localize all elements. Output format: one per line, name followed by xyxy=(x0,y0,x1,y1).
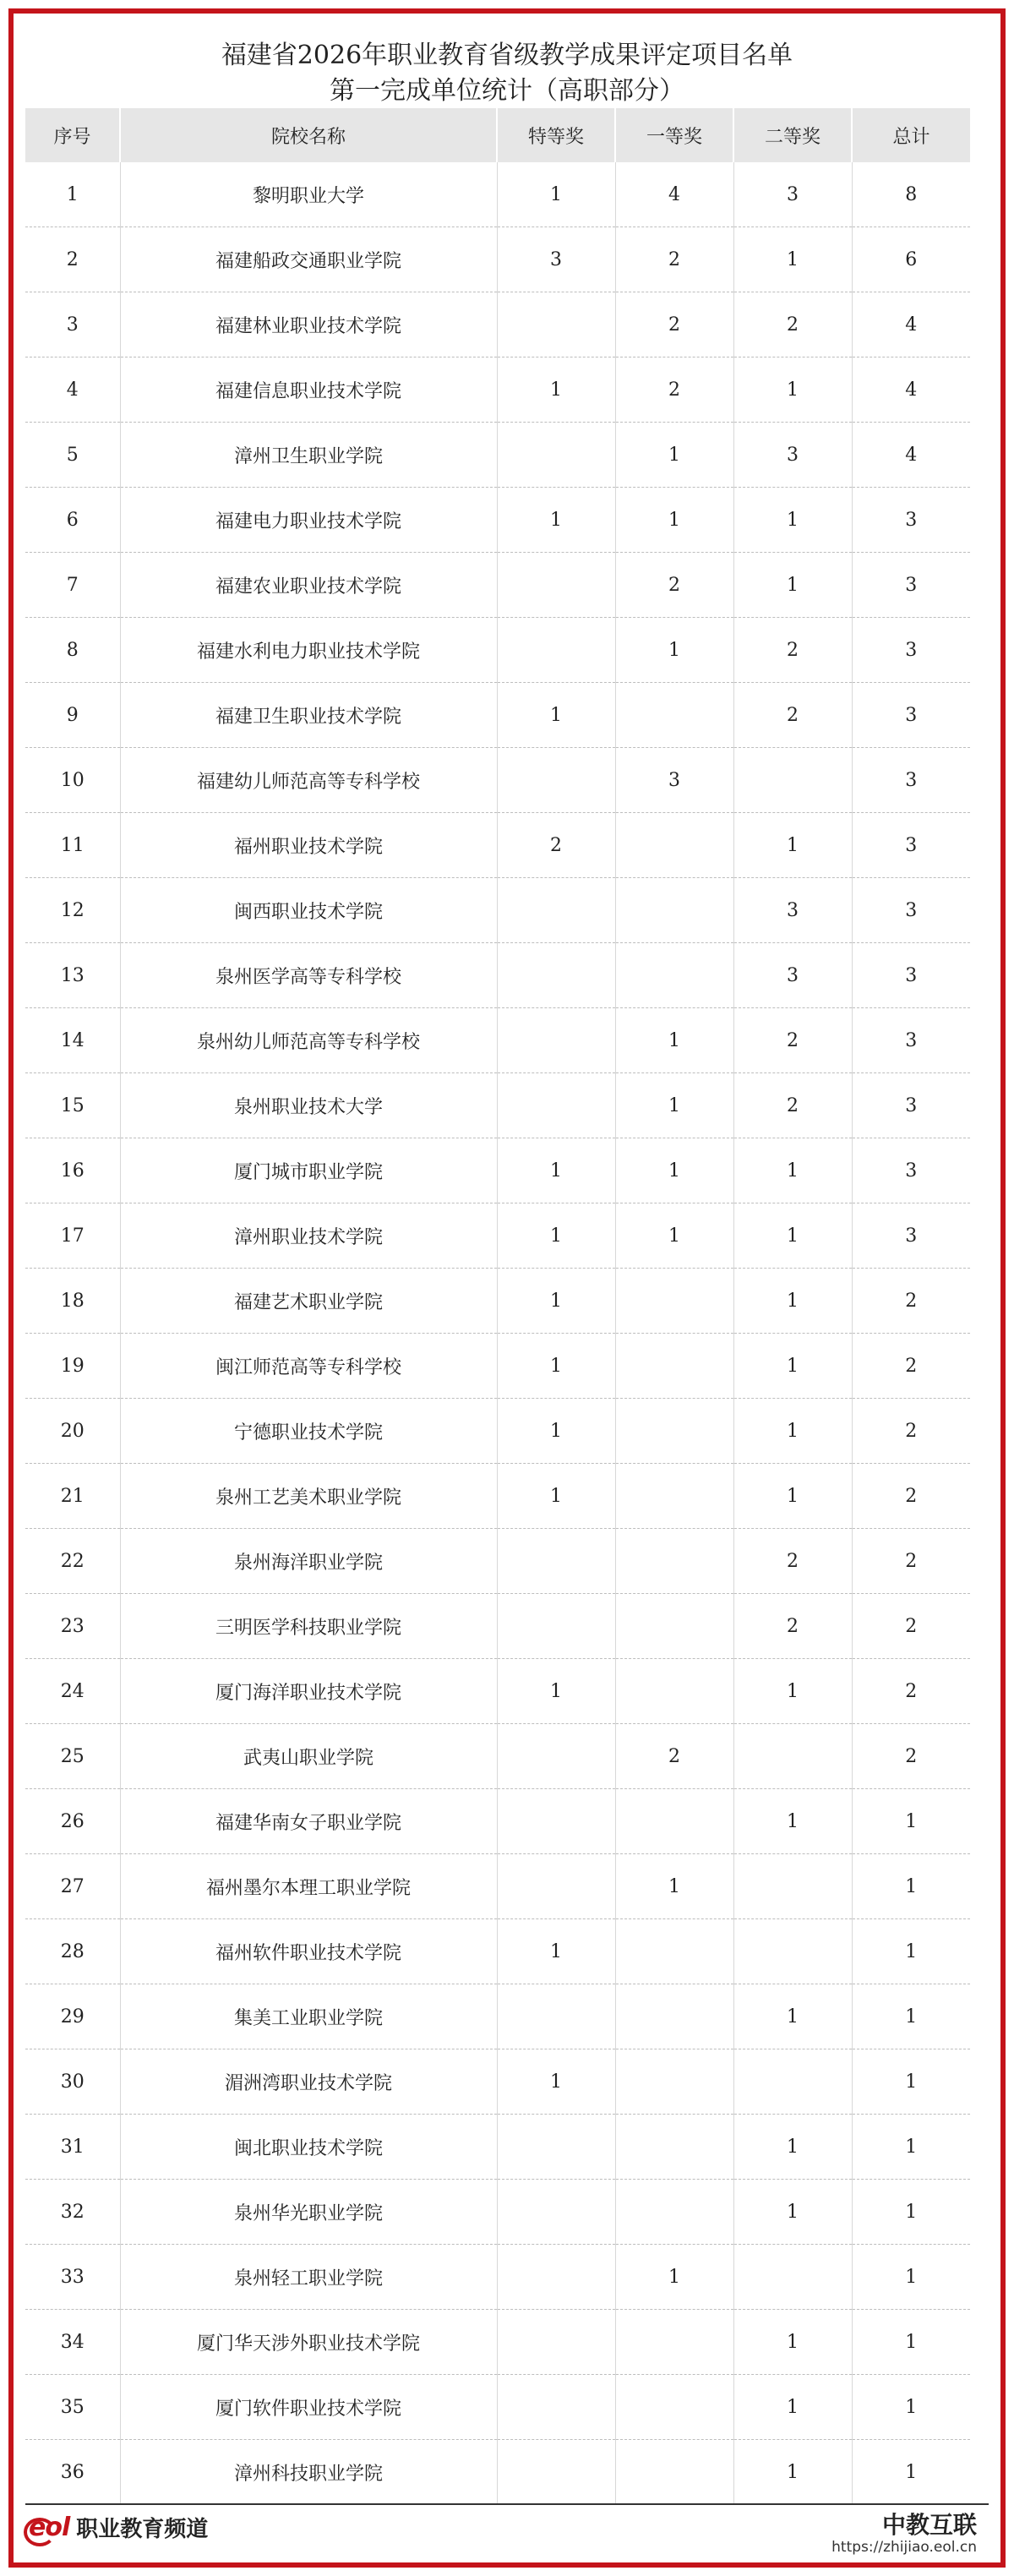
cell-school-name: 闽江师范高等专科学校 xyxy=(120,1334,497,1399)
cell-second-prize: 2 xyxy=(733,1529,852,1594)
cell-first-prize: 2 xyxy=(615,553,733,618)
cell-special-prize xyxy=(497,1789,615,1854)
eol-logo-mark: eol xyxy=(29,2512,70,2542)
cell-index: 9 xyxy=(25,683,120,748)
cell-total: 8 xyxy=(852,162,970,227)
column-header-second-prize: 二等奖 xyxy=(733,108,852,162)
cell-total: 4 xyxy=(852,357,970,423)
table-row xyxy=(25,1008,970,1073)
cell-special-prize: 1 xyxy=(497,683,615,748)
cell-special-prize xyxy=(497,1854,615,1919)
cell-second-prize: 1 xyxy=(733,2375,852,2440)
cell-second-prize: 1 xyxy=(733,813,852,878)
table-row xyxy=(25,1073,970,1138)
cell-school-name: 福建信息职业技术学院 xyxy=(120,357,497,423)
cell-total: 3 xyxy=(852,813,970,878)
cell-special-prize xyxy=(497,878,615,943)
cell-total: 3 xyxy=(852,488,970,553)
cell-first-prize: 2 xyxy=(615,357,733,423)
cell-special-prize xyxy=(497,1594,615,1659)
cell-total: 1 xyxy=(852,2115,970,2180)
cell-special-prize xyxy=(497,553,615,618)
document-title: 福建省2026年职业教育省级教学成果评定项目名单 xyxy=(221,41,793,70)
cell-school-name: 福建艺术职业学院 xyxy=(120,1269,497,1334)
table-row xyxy=(25,683,970,748)
cell-first-prize: 1 xyxy=(615,618,733,683)
cell-school-name: 闽北职业技术学院 xyxy=(120,2115,497,2180)
cell-second-prize xyxy=(733,1854,852,1919)
cell-school-name: 厦门海洋职业技术学院 xyxy=(120,1659,497,1724)
cell-school-name: 泉州轻工职业学院 xyxy=(120,2245,497,2310)
cell-second-prize: 1 xyxy=(733,1269,852,1334)
cell-school-name: 武夷山职业学院 xyxy=(120,1724,497,1789)
cell-total: 3 xyxy=(852,553,970,618)
cell-school-name: 福建电力职业技术学院 xyxy=(120,488,497,553)
cell-school-name: 泉州海洋职业学院 xyxy=(120,1529,497,1594)
cell-special-prize xyxy=(497,748,615,813)
cell-special-prize: 1 xyxy=(497,1464,615,1529)
cell-first-prize: 1 xyxy=(615,488,733,553)
cell-first-prize xyxy=(615,1334,733,1399)
cell-index: 18 xyxy=(25,1269,120,1334)
cell-second-prize xyxy=(733,1919,852,1984)
table-row xyxy=(25,2440,970,2505)
table-row xyxy=(25,1464,970,1529)
cell-index: 15 xyxy=(25,1073,120,1138)
cell-index: 3 xyxy=(25,292,120,357)
cell-special-prize: 1 xyxy=(497,1399,615,1464)
cell-first-prize xyxy=(615,1464,733,1529)
cell-first-prize: 1 xyxy=(615,1138,733,1203)
table-row xyxy=(25,553,970,618)
cell-second-prize: 2 xyxy=(733,1594,852,1659)
table-row xyxy=(25,1399,970,1464)
cell-total: 1 xyxy=(852,1789,970,1854)
table-row xyxy=(25,2375,970,2440)
cell-school-name: 湄洲湾职业技术学院 xyxy=(120,2049,497,2115)
cell-first-prize: 1 xyxy=(615,2245,733,2310)
cell-first-prize: 1 xyxy=(615,1203,733,1269)
cell-total: 1 xyxy=(852,2180,970,2245)
cell-first-prize: 2 xyxy=(615,292,733,357)
cell-index: 1 xyxy=(25,162,120,227)
cell-school-name: 黎明职业大学 xyxy=(120,162,497,227)
table-row xyxy=(25,1269,970,1334)
cell-first-prize: 2 xyxy=(615,227,733,292)
cell-first-prize xyxy=(615,1399,733,1464)
cell-special-prize xyxy=(497,423,615,488)
cell-total: 2 xyxy=(852,1724,970,1789)
cell-special-prize xyxy=(497,2440,615,2505)
cell-special-prize xyxy=(497,1529,615,1594)
cell-special-prize: 3 xyxy=(497,227,615,292)
cell-first-prize xyxy=(615,813,733,878)
cell-total: 3 xyxy=(852,878,970,943)
cell-first-prize: 2 xyxy=(615,1724,733,1789)
cell-special-prize xyxy=(497,2115,615,2180)
cell-first-prize xyxy=(615,1789,733,1854)
cell-second-prize: 3 xyxy=(733,943,852,1008)
cell-total: 2 xyxy=(852,1529,970,1594)
cell-index: 8 xyxy=(25,618,120,683)
cell-school-name: 厦门城市职业学院 xyxy=(120,1138,497,1203)
column-header-total: 总计 xyxy=(852,108,970,162)
cell-second-prize: 1 xyxy=(733,1464,852,1529)
cell-index: 30 xyxy=(25,2049,120,2115)
table-row xyxy=(25,943,970,1008)
table-row xyxy=(25,357,970,423)
cell-total: 6 xyxy=(852,227,970,292)
cell-school-name: 泉州华光职业学院 xyxy=(120,2180,497,2245)
table-row xyxy=(25,1594,970,1659)
cell-school-name: 福建船政交通职业学院 xyxy=(120,227,497,292)
cell-second-prize xyxy=(733,2245,852,2310)
table-row xyxy=(25,1529,970,1594)
cell-first-prize xyxy=(615,2115,733,2180)
cell-special-prize xyxy=(497,2375,615,2440)
cell-index: 24 xyxy=(25,1659,120,1724)
cell-index: 2 xyxy=(25,227,120,292)
cell-special-prize xyxy=(497,2180,615,2245)
cell-index: 33 xyxy=(25,2245,120,2310)
table-row xyxy=(25,1854,970,1919)
cell-school-name: 集美工业职业学院 xyxy=(120,1984,497,2049)
cell-second-prize: 1 xyxy=(733,1399,852,1464)
cell-index: 27 xyxy=(25,1854,120,1919)
table-row xyxy=(25,162,970,227)
cell-school-name: 福州墨尔本理工职业学院 xyxy=(120,1854,497,1919)
table-row xyxy=(25,618,970,683)
cell-second-prize: 2 xyxy=(733,1073,852,1138)
cell-index: 21 xyxy=(25,1464,120,1529)
footer-divider xyxy=(25,2503,989,2505)
cell-total: 1 xyxy=(852,2049,970,2115)
table-row xyxy=(25,748,970,813)
column-header-index: 序号 xyxy=(25,108,120,162)
site-url: https://zhijiao.eol.cn xyxy=(831,2539,977,2556)
cell-index: 6 xyxy=(25,488,120,553)
cell-school-name: 漳州科技职业学院 xyxy=(120,2440,497,2505)
cell-second-prize: 1 xyxy=(733,1203,852,1269)
brand-name: 中教互联 xyxy=(881,2511,977,2539)
table-row xyxy=(25,2049,970,2115)
table-row xyxy=(25,1724,970,1789)
cell-index: 29 xyxy=(25,1984,120,2049)
table-row xyxy=(25,2310,970,2375)
cell-first-prize xyxy=(615,2180,733,2245)
cell-total: 1 xyxy=(852,2310,970,2375)
document-subtitle: 第一完成单位统计（高职部分） xyxy=(330,76,684,106)
cell-second-prize: 1 xyxy=(733,1334,852,1399)
cell-total: 3 xyxy=(852,618,970,683)
table-row xyxy=(25,813,970,878)
cell-second-prize: 3 xyxy=(733,162,852,227)
cell-index: 7 xyxy=(25,553,120,618)
cell-index: 28 xyxy=(25,1919,120,1984)
cell-total: 1 xyxy=(852,1919,970,1984)
cell-first-prize: 1 xyxy=(615,1854,733,1919)
cell-school-name: 福建卫生职业技术学院 xyxy=(120,683,497,748)
table-row xyxy=(25,1659,970,1724)
cell-special-prize: 1 xyxy=(497,1203,615,1269)
cell-special-prize: 1 xyxy=(497,1919,615,1984)
cell-school-name: 泉州幼儿师范高等专科学校 xyxy=(120,1008,497,1073)
cell-special-prize xyxy=(497,1984,615,2049)
cell-special-prize xyxy=(497,2245,615,2310)
cell-second-prize: 2 xyxy=(733,683,852,748)
cell-second-prize: 1 xyxy=(733,227,852,292)
cell-first-prize: 4 xyxy=(615,162,733,227)
cell-second-prize: 1 xyxy=(733,1138,852,1203)
cell-special-prize: 1 xyxy=(497,1334,615,1399)
table-row xyxy=(25,1138,970,1203)
cell-first-prize xyxy=(615,1919,733,1984)
cell-special-prize: 1 xyxy=(497,162,615,227)
cell-second-prize: 2 xyxy=(733,1008,852,1073)
cell-special-prize: 1 xyxy=(497,1138,615,1203)
table-row xyxy=(25,1919,970,1984)
channel-name: 职业教育频道 xyxy=(76,2516,209,2542)
cell-second-prize: 2 xyxy=(733,292,852,357)
table-row xyxy=(25,227,970,292)
cell-special-prize xyxy=(497,1073,615,1138)
cell-total: 3 xyxy=(852,683,970,748)
cell-school-name: 厦门华天涉外职业技术学院 xyxy=(120,2310,497,2375)
cell-first-prize xyxy=(615,2049,733,2115)
cell-school-name: 福建华南女子职业学院 xyxy=(120,1789,497,1854)
cell-second-prize xyxy=(733,1724,852,1789)
cell-total: 3 xyxy=(852,1138,970,1203)
cell-special-prize: 1 xyxy=(497,488,615,553)
cell-total: 2 xyxy=(852,1269,970,1334)
cell-index: 16 xyxy=(25,1138,120,1203)
cell-second-prize: 1 xyxy=(733,1984,852,2049)
cell-first-prize xyxy=(615,1529,733,1594)
cell-first-prize xyxy=(615,943,733,1008)
cell-total: 1 xyxy=(852,2245,970,2310)
cell-special-prize xyxy=(497,1008,615,1073)
cell-special-prize xyxy=(497,292,615,357)
table-header-row xyxy=(25,108,970,162)
cell-second-prize: 2 xyxy=(733,618,852,683)
table-body xyxy=(25,162,970,2505)
table-row xyxy=(25,1984,970,2049)
cell-second-prize: 1 xyxy=(733,488,852,553)
cell-second-prize: 1 xyxy=(733,1659,852,1724)
table-row xyxy=(25,488,970,553)
cell-second-prize: 1 xyxy=(733,2310,852,2375)
cell-second-prize: 1 xyxy=(733,2180,852,2245)
cell-second-prize xyxy=(733,748,852,813)
column-header-first-prize: 一等奖 xyxy=(615,108,733,162)
cell-total: 3 xyxy=(852,1008,970,1073)
table-row xyxy=(25,1203,970,1269)
cell-total: 2 xyxy=(852,1594,970,1659)
cell-first-prize xyxy=(615,1594,733,1659)
cell-second-prize: 3 xyxy=(733,423,852,488)
cell-total: 3 xyxy=(852,1073,970,1138)
cell-index: 4 xyxy=(25,357,120,423)
cell-total: 1 xyxy=(852,1854,970,1919)
cell-first-prize xyxy=(615,1269,733,1334)
cell-first-prize: 3 xyxy=(615,748,733,813)
cell-school-name: 福州职业技术学院 xyxy=(120,813,497,878)
cell-special-prize xyxy=(497,618,615,683)
cell-special-prize xyxy=(497,2310,615,2375)
cell-first-prize xyxy=(615,2440,733,2505)
cell-index: 17 xyxy=(25,1203,120,1269)
cell-index: 19 xyxy=(25,1334,120,1399)
cell-total: 1 xyxy=(852,2440,970,2505)
cell-school-name: 宁德职业技术学院 xyxy=(120,1399,497,1464)
cell-school-name: 福建林业职业技术学院 xyxy=(120,292,497,357)
cell-total: 4 xyxy=(852,423,970,488)
cell-second-prize: 1 xyxy=(733,357,852,423)
cell-total: 1 xyxy=(852,1984,970,2049)
cell-index: 36 xyxy=(25,2440,120,2505)
cell-second-prize: 1 xyxy=(733,2440,852,2505)
cell-index: 35 xyxy=(25,2375,120,2440)
cell-school-name: 漳州卫生职业学院 xyxy=(120,423,497,488)
cell-second-prize xyxy=(733,2049,852,2115)
cell-first-prize xyxy=(615,1984,733,2049)
cell-total: 1 xyxy=(852,2375,970,2440)
cell-special-prize: 1 xyxy=(497,1269,615,1334)
cell-school-name: 泉州职业技术大学 xyxy=(120,1073,497,1138)
cell-first-prize xyxy=(615,1659,733,1724)
cell-index: 13 xyxy=(25,943,120,1008)
cell-special-prize: 2 xyxy=(497,813,615,878)
cell-school-name: 福建水利电力职业技术学院 xyxy=(120,618,497,683)
cell-school-name: 福建农业职业技术学院 xyxy=(120,553,497,618)
cell-school-name: 闽西职业技术学院 xyxy=(120,878,497,943)
cell-school-name: 福州软件职业技术学院 xyxy=(120,1919,497,1984)
column-header-school: 院校名称 xyxy=(120,108,497,162)
cell-first-prize xyxy=(615,2310,733,2375)
cell-special-prize xyxy=(497,1724,615,1789)
cell-index: 34 xyxy=(25,2310,120,2375)
cell-school-name: 泉州工艺美术职业学院 xyxy=(120,1464,497,1529)
cell-total: 2 xyxy=(852,1464,970,1529)
cell-index: 22 xyxy=(25,1529,120,1594)
cell-total: 3 xyxy=(852,943,970,1008)
table-row xyxy=(25,2180,970,2245)
table-row xyxy=(25,1789,970,1854)
cell-second-prize: 1 xyxy=(733,1789,852,1854)
cell-school-name: 泉州医学高等专科学校 xyxy=(120,943,497,1008)
table-row xyxy=(25,2115,970,2180)
cell-first-prize: 1 xyxy=(615,1073,733,1138)
results-table xyxy=(25,108,970,2505)
column-header-special-prize: 特等奖 xyxy=(497,108,615,162)
cell-total: 4 xyxy=(852,292,970,357)
cell-index: 26 xyxy=(25,1789,120,1854)
table-row xyxy=(25,878,970,943)
cell-first-prize xyxy=(615,2375,733,2440)
cell-index: 25 xyxy=(25,1724,120,1789)
cell-special-prize: 1 xyxy=(497,1659,615,1724)
cell-index: 11 xyxy=(25,813,120,878)
table-row xyxy=(25,423,970,488)
table-row xyxy=(25,292,970,357)
cell-first-prize: 1 xyxy=(615,1008,733,1073)
cell-first-prize xyxy=(615,878,733,943)
cell-index: 14 xyxy=(25,1008,120,1073)
cell-index: 23 xyxy=(25,1594,120,1659)
cell-school-name: 福建幼儿师范高等专科学校 xyxy=(120,748,497,813)
cell-special-prize xyxy=(497,943,615,1008)
cell-total: 2 xyxy=(852,1334,970,1399)
cell-school-name: 漳州职业技术学院 xyxy=(120,1203,497,1269)
cell-special-prize: 1 xyxy=(497,357,615,423)
cell-total: 3 xyxy=(852,1203,970,1269)
cell-index: 20 xyxy=(25,1399,120,1464)
cell-school-name: 三明医学科技职业学院 xyxy=(120,1594,497,1659)
cell-total: 3 xyxy=(852,748,970,813)
cell-index: 31 xyxy=(25,2115,120,2180)
cell-total: 2 xyxy=(852,1399,970,1464)
table-row xyxy=(25,1334,970,1399)
cell-first-prize: 1 xyxy=(615,423,733,488)
cell-second-prize: 1 xyxy=(733,2115,852,2180)
cell-index: 10 xyxy=(25,748,120,813)
cell-total: 2 xyxy=(852,1659,970,1724)
cell-index: 5 xyxy=(25,423,120,488)
cell-second-prize: 3 xyxy=(733,878,852,943)
cell-school-name: 厦门软件职业技术学院 xyxy=(120,2375,497,2440)
cell-second-prize: 1 xyxy=(733,553,852,618)
cell-special-prize: 1 xyxy=(497,2049,615,2115)
cell-first-prize xyxy=(615,683,733,748)
table-row xyxy=(25,2245,970,2310)
cell-index: 32 xyxy=(25,2180,120,2245)
eol-logo xyxy=(29,2508,208,2546)
cell-index: 12 xyxy=(25,878,120,943)
